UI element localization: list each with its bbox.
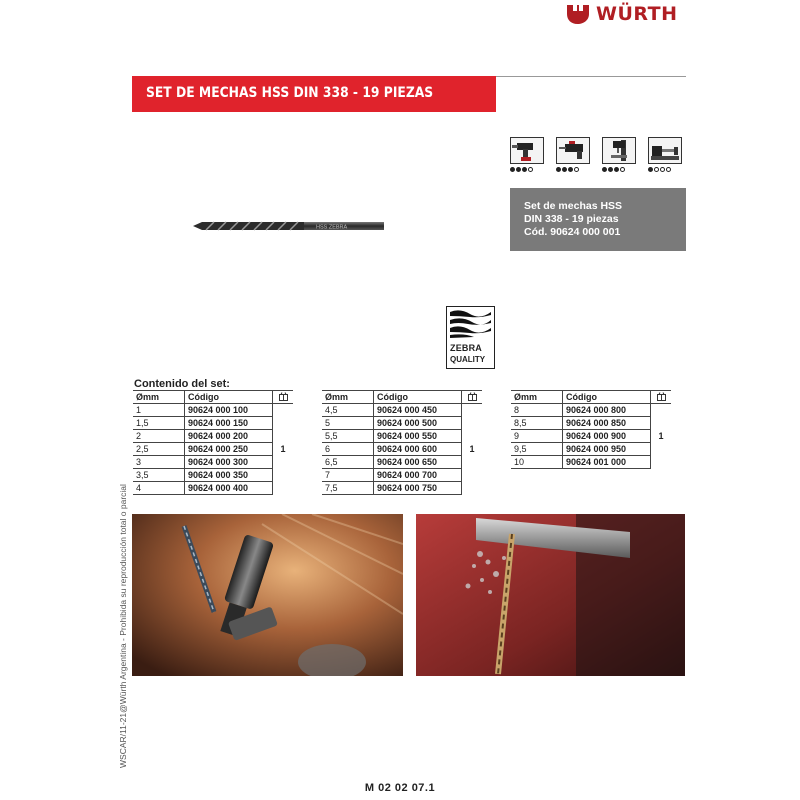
zebra-stripes-icon: [450, 310, 491, 338]
parts-table-1: [133, 390, 293, 495]
diameter-cell: 2: [133, 430, 185, 443]
table-row: [511, 417, 671, 430]
rating-dot-empty: [574, 167, 579, 172]
tool-rating: [510, 167, 544, 172]
diameter-cell: 4: [133, 482, 185, 495]
title-rule: [496, 76, 686, 77]
rating-dot-empty: [528, 167, 533, 172]
tool-rating: [556, 167, 590, 172]
drill-bit-image: [192, 215, 392, 242]
quantity-cell: 1: [462, 404, 483, 495]
code-cell: 90624 001 000: [563, 456, 651, 469]
drill-press-icon: [602, 137, 636, 164]
tool-icons: [510, 137, 686, 177]
rating-dot-filled: [562, 167, 567, 172]
header-code: Código: [185, 391, 273, 404]
photo-drill-chuck: [132, 514, 403, 676]
table-row: [133, 443, 293, 456]
table-row: [322, 456, 482, 469]
code-cell: 90624 000 700: [374, 469, 462, 482]
diameter-cell: 8: [511, 404, 563, 417]
diameter-cell: 3,5: [133, 469, 185, 482]
parts-table-3: [511, 390, 671, 469]
parts-table-2: [322, 390, 482, 495]
cordless-drill-icon: [510, 137, 544, 164]
code-cell: 90624 000 200: [185, 430, 273, 443]
code-cell: 90624 000 900: [563, 430, 651, 443]
diameter-cell: 6,5: [322, 456, 374, 469]
table-row: [322, 417, 482, 430]
rating-dot-filled: [516, 167, 521, 172]
zebra-quality-badge: [446, 306, 495, 369]
table-header: [511, 391, 671, 404]
product-line-1: Set de mechas HSS: [524, 200, 623, 212]
rating-dot-filled: [522, 167, 527, 172]
table-row: [511, 443, 671, 456]
zebra-label: ZEBRA: [450, 343, 482, 353]
header-diameter: Ømm: [322, 391, 374, 404]
table-row: [322, 430, 482, 443]
quantity-cell: 1: [651, 404, 672, 469]
code-cell: 90624 000 800: [563, 404, 651, 417]
code-cell: 90624 000 950: [563, 443, 651, 456]
diameter-cell: 2,5: [133, 443, 185, 456]
table-row: [133, 482, 293, 495]
drill-label: HSS ZEBRA: [316, 224, 348, 231]
code-cell: 90624 000 300: [185, 456, 273, 469]
diameter-cell: 4,5: [322, 404, 374, 417]
page-title: SET DE MECHAS HSS DIN 338 - 19 PIEZAS: [146, 85, 434, 101]
table-row: [511, 430, 671, 443]
diameter-cell: 8,5: [511, 417, 563, 430]
product-code: Cód. 90624 000 001: [524, 226, 621, 238]
brand-name: WÜRTH: [596, 3, 678, 25]
diameter-cell: 5,5: [322, 430, 374, 443]
diameter-cell: 1,5: [133, 417, 185, 430]
table-row: [133, 417, 293, 430]
table-header: [133, 391, 293, 404]
diameter-cell: 9: [511, 430, 563, 443]
rating-dot-empty: [620, 167, 625, 172]
page-code: M 02 02 07.1: [364, 782, 436, 794]
table-row: [322, 443, 482, 456]
tool-drill-press: [602, 137, 636, 172]
code-cell: 90624 000 550: [374, 430, 462, 443]
photo-drilling-metal: [416, 514, 685, 676]
rating-dot-empty: [654, 167, 659, 172]
header-diameter: Ømm: [133, 391, 185, 404]
diameter-cell: 9,5: [511, 443, 563, 456]
package-icon: [273, 391, 294, 404]
table-row: [133, 469, 293, 482]
table-row: [322, 482, 482, 495]
code-cell: 90624 000 150: [185, 417, 273, 430]
tool-lathe: [648, 137, 682, 172]
code-cell: 90624 000 600: [374, 443, 462, 456]
table-row: [133, 404, 293, 417]
rating-dot-filled: [510, 167, 515, 172]
title-band: [132, 76, 496, 112]
code-cell: 90624 000 100: [185, 404, 273, 417]
wurth-logo-icon: [566, 2, 590, 26]
header-diameter: Ømm: [511, 391, 563, 404]
code-cell: 90624 000 650: [374, 456, 462, 469]
set-contents-heading: Contenido del set:: [134, 378, 230, 390]
wurth-logo: [566, 0, 688, 28]
product-info-box: [510, 188, 686, 251]
diameter-cell: 10: [511, 456, 563, 469]
table-row: [322, 404, 482, 417]
code-cell: 90624 000 250: [185, 443, 273, 456]
diameter-cell: 1: [133, 404, 185, 417]
table-row: [133, 430, 293, 443]
code-cell: 90624 000 850: [563, 417, 651, 430]
header-code: Código: [374, 391, 462, 404]
package-icon: [651, 391, 672, 404]
package-icon: [462, 391, 483, 404]
tool-rating: [648, 167, 682, 172]
table-row: [511, 456, 671, 469]
diameter-cell: 7,5: [322, 482, 374, 495]
code-cell: 90624 000 450: [374, 404, 462, 417]
table-row: [322, 469, 482, 482]
rating-dot-filled: [648, 167, 653, 172]
code-cell: 90624 000 750: [374, 482, 462, 495]
rating-dot-empty: [666, 167, 671, 172]
tool-cordless-drill: [510, 137, 544, 172]
rating-dot-filled: [556, 167, 561, 172]
code-cell: 90624 000 400: [185, 482, 273, 495]
header-code: Código: [563, 391, 651, 404]
rating-dot-empty: [660, 167, 665, 172]
copyright-side-text: WSCAR/11-21@Würth Argentina - Prohibida su reproducción total o parcial: [118, 484, 128, 768]
code-cell: 90624 000 350: [185, 469, 273, 482]
diameter-cell: 3: [133, 456, 185, 469]
diameter-cell: 5: [322, 417, 374, 430]
diameter-cell: 6: [322, 443, 374, 456]
quantity-cell: 1: [273, 404, 294, 495]
table-row: [511, 404, 671, 417]
rating-dot-filled: [568, 167, 573, 172]
rating-dot-filled: [602, 167, 607, 172]
table-header: [322, 391, 482, 404]
quality-label: QUALITY: [450, 355, 486, 364]
rotary-hammer-icon: [556, 137, 590, 164]
table-row: [133, 456, 293, 469]
product-line-2: DIN 338 - 19 piezas: [524, 213, 619, 225]
tool-rating: [602, 167, 636, 172]
rating-dot-filled: [608, 167, 613, 172]
code-cell: 90624 000 500: [374, 417, 462, 430]
rating-dot-filled: [614, 167, 619, 172]
tool-rotary-hammer: [556, 137, 590, 172]
diameter-cell: 7: [322, 469, 374, 482]
lathe-icon: [648, 137, 682, 164]
